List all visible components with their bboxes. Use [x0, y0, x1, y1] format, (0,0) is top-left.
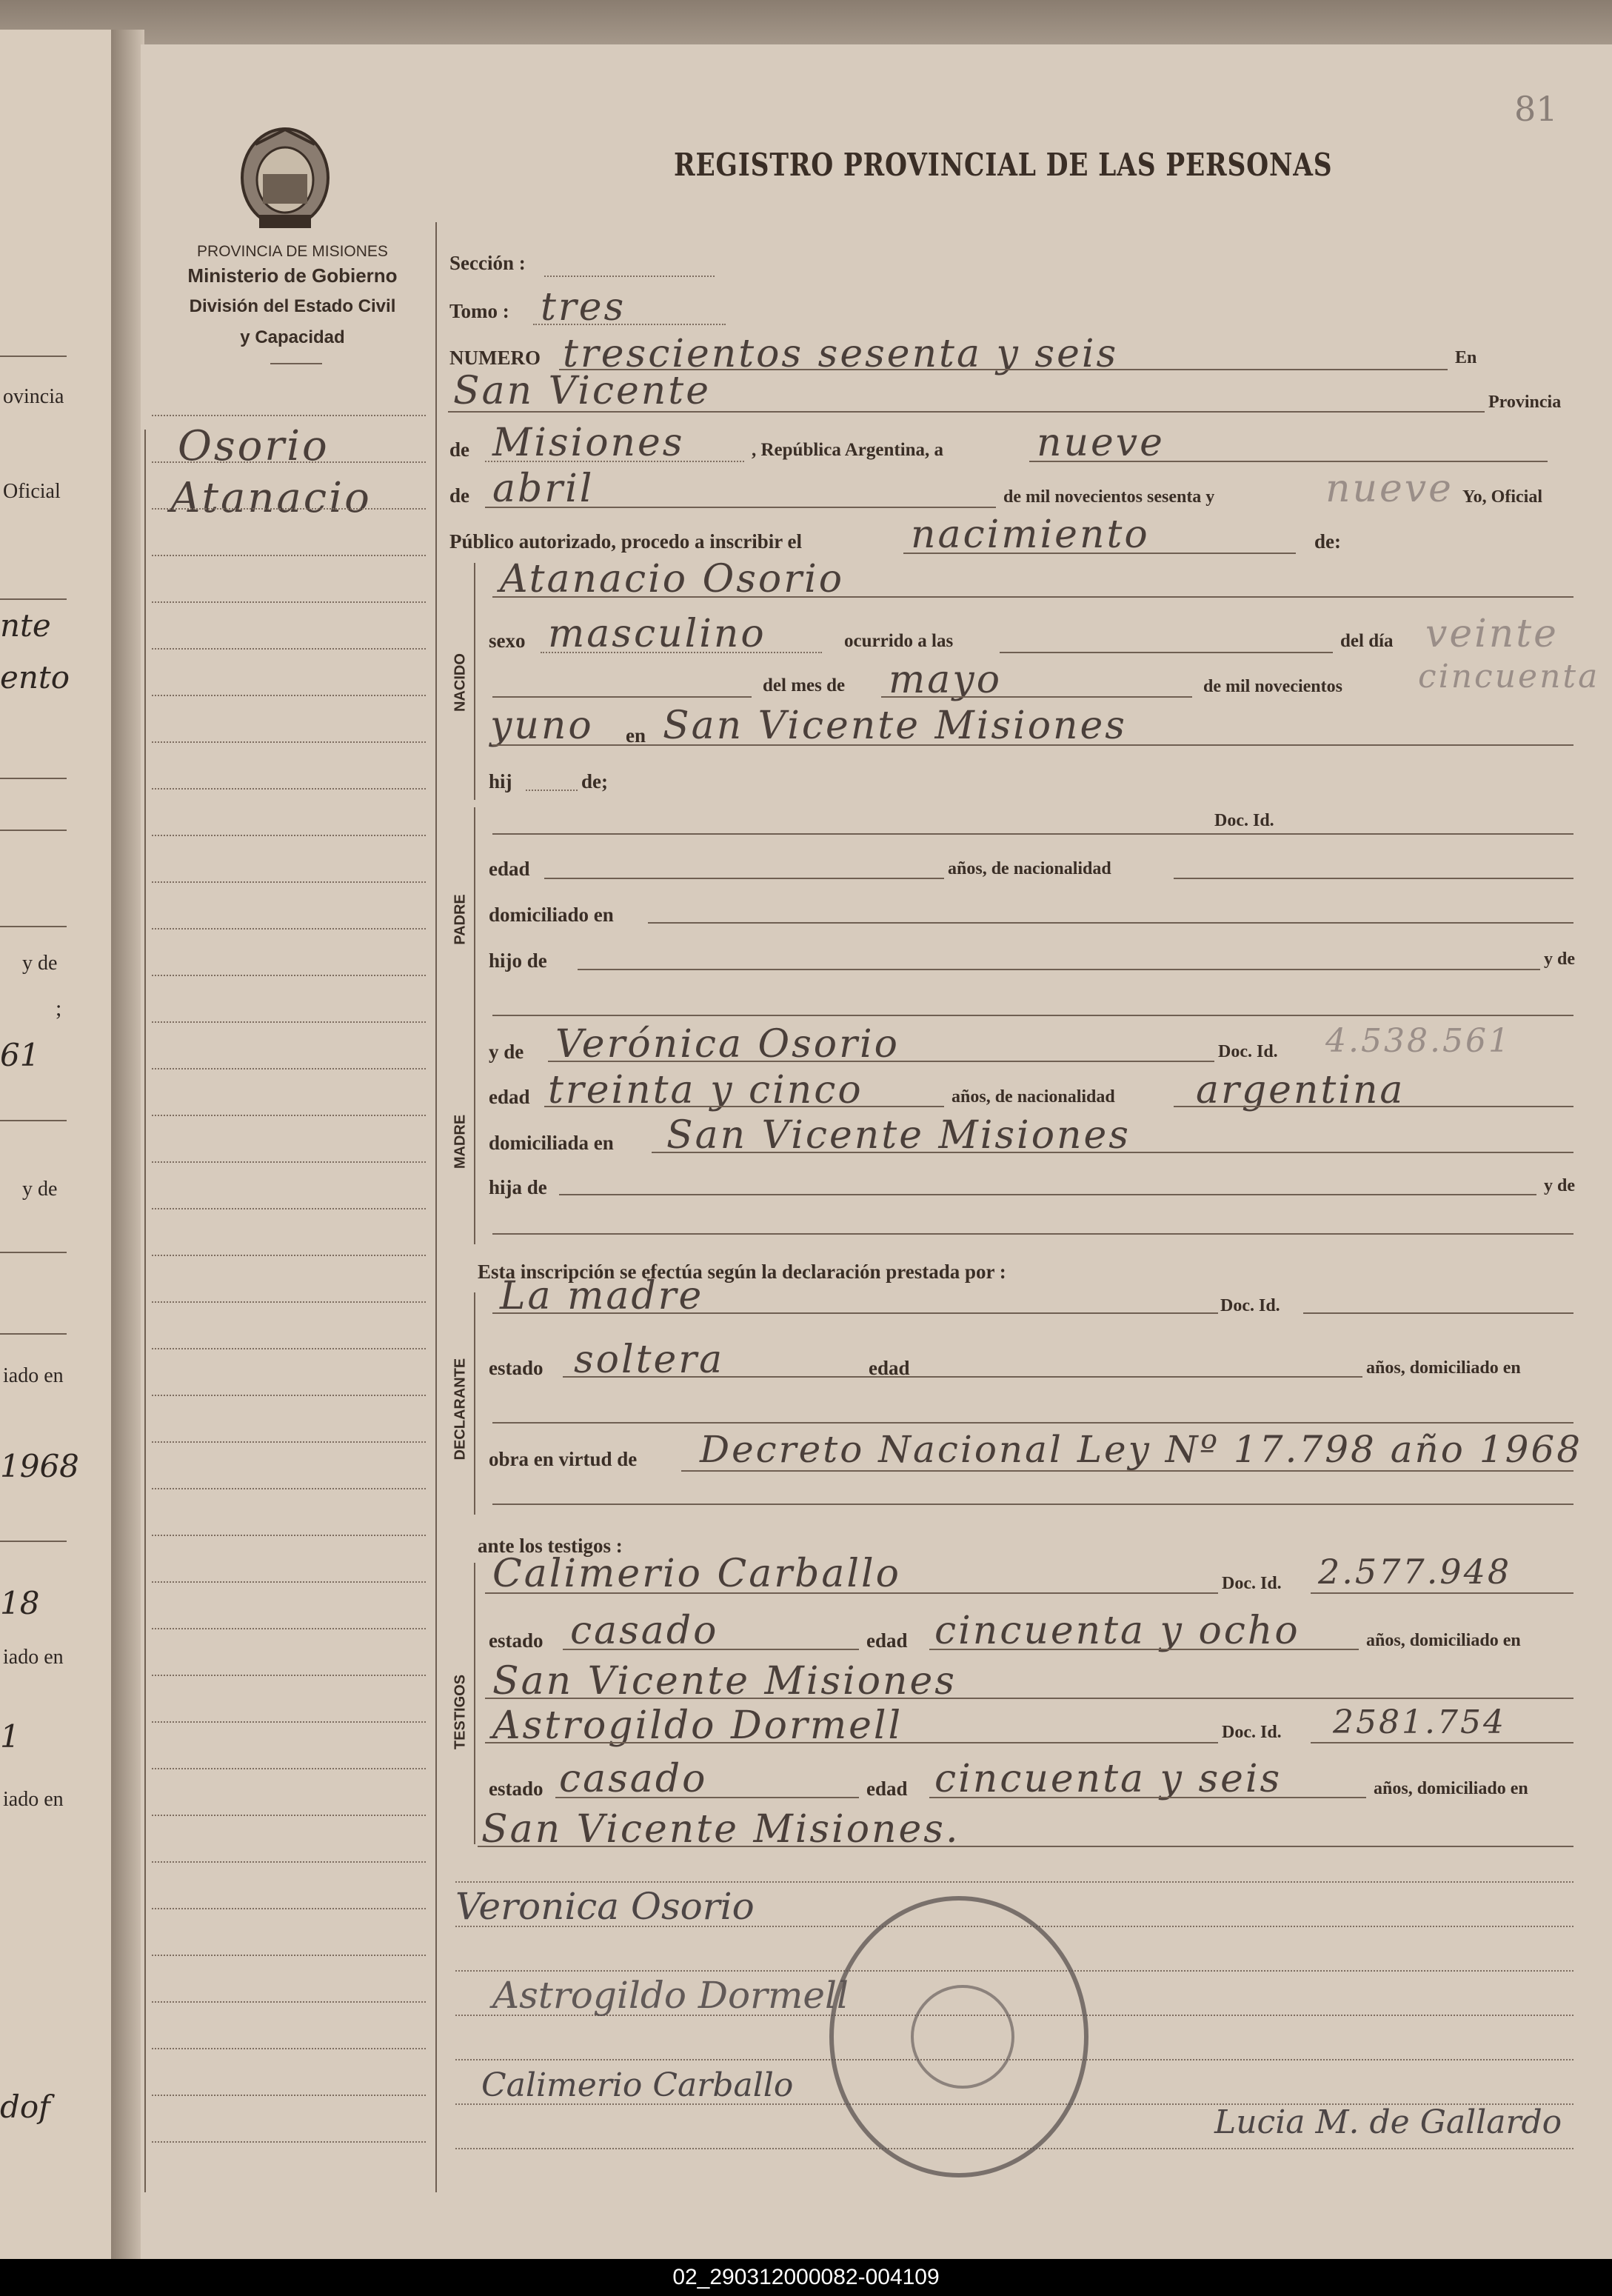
label-de3: de:	[1314, 530, 1341, 553]
field-line	[1000, 652, 1333, 653]
value-numero: trescientos sesenta y seis	[563, 332, 1119, 376]
field-line	[533, 324, 726, 325]
label-esta-inscripcion: Esta inscripción se efectúa según la declaración prestada por :	[478, 1261, 1006, 1283]
stamp-seal-icon	[911, 1985, 1014, 2089]
left-page-rule	[0, 1120, 67, 1121]
value-madre-dom: San Vicente Misiones	[666, 1113, 1131, 1158]
signature-official: Lucia M. de Gallardo	[1214, 2103, 1562, 2141]
value-madre-nac: argentina	[1196, 1068, 1405, 1112]
field-line	[492, 1422, 1573, 1424]
signature-testigo2: Astrogildo Dormell	[492, 1974, 849, 2017]
label-edad-declarante: edad	[869, 1357, 910, 1379]
value-testigo2-doc: 2581.754	[1333, 1703, 1506, 1741]
field-line	[492, 1015, 1573, 1016]
field-line	[485, 1742, 1218, 1743]
book-gutter	[111, 30, 144, 2281]
left-page-rule	[0, 598, 67, 600]
left-page-text: iado en	[3, 1364, 64, 1387]
left-column-line	[152, 1301, 426, 1303]
left-page	[0, 30, 118, 2281]
left-column-line	[152, 975, 426, 976]
left-column-line	[152, 788, 426, 790]
value-tomo: tres	[541, 285, 626, 330]
field-line	[881, 696, 1192, 698]
left-column-line	[152, 741, 426, 743]
label-del-mes: del mes de	[763, 675, 846, 695]
left-page-text: ovincia	[3, 385, 64, 408]
field-line	[548, 1061, 1214, 1062]
label-estado-t2: estado	[489, 1778, 544, 1800]
field-line	[541, 652, 822, 653]
label-edad-t2: edad	[866, 1778, 908, 1800]
label-hija-de: hija de	[489, 1176, 547, 1198]
left-column-line	[152, 1628, 426, 1629]
label-republica: , República Argentina, a	[752, 440, 944, 460]
value-decreto: Decreto Nacional Ley Nº 17.798 año 1968	[700, 1428, 1582, 1471]
left-column-line	[152, 1348, 426, 1349]
left-page-text: iado en	[3, 1646, 64, 1669]
field-line	[903, 553, 1296, 554]
label-y-de: y de	[1544, 950, 1575, 969]
left-column-line	[152, 1815, 426, 1816]
left-column-line	[152, 1021, 426, 1023]
left-page-text: Oficial	[3, 480, 61, 503]
left-column-line	[152, 1535, 426, 1536]
left-page-text: ento	[0, 659, 70, 695]
center-column-rule	[435, 222, 437, 2192]
value-sexo: masculino	[548, 612, 766, 656]
value-testigo2-estado: casado	[559, 1757, 708, 1801]
left-column-line	[152, 1208, 426, 1209]
left-column-line	[152, 835, 426, 836]
field-line	[492, 744, 1573, 746]
block-bracket	[474, 807, 475, 1044]
field-line	[485, 461, 744, 462]
label-publico: Público autorizado, procedo a inscribir el	[449, 530, 802, 553]
value-declarante-estado: soltera	[574, 1338, 725, 1382]
field-line	[648, 922, 1573, 924]
side-label-madre: MADRE	[452, 1114, 469, 1169]
field-line	[929, 1649, 1359, 1650]
left-column-line	[152, 928, 426, 930]
left-column-line	[152, 2048, 426, 2049]
left-column-line	[152, 1768, 426, 1769]
label-numero: NUMERO	[449, 347, 541, 369]
left-page-text: dof	[0, 2089, 50, 2125]
left-column-line	[152, 2001, 426, 2003]
field-line	[478, 1846, 1573, 1847]
value-mes-acta: abril	[492, 467, 595, 511]
left-column-line	[152, 881, 426, 883]
block-bracket	[474, 1563, 475, 1844]
label-seccion: Sección :	[449, 252, 526, 274]
signature-testigo1: Calimerio Carballo	[481, 2066, 794, 2104]
value-testigo1-dom: San Vicente Misiones	[492, 1659, 957, 1703]
left-page-text: 61	[0, 1037, 40, 1073]
left-column-line	[152, 2095, 426, 2096]
left-column-line	[152, 1908, 426, 1909]
left-column-line	[152, 648, 426, 650]
label-de: de	[449, 438, 469, 461]
value-testigo2-edad: cincuenta y seis	[934, 1757, 1282, 1801]
left-page-text: 1968	[0, 1448, 79, 1484]
label-edad: edad	[489, 858, 530, 880]
field-line	[544, 276, 715, 277]
left-page-rule	[0, 1252, 67, 1253]
left-column-line	[152, 1581, 426, 1583]
field-line	[544, 878, 944, 879]
label-doc-id: Doc. Id.	[1220, 1296, 1280, 1315]
left-page-text: y de	[22, 952, 58, 975]
value-madre-doc: 4.538.561	[1325, 1022, 1511, 1060]
side-label-padre: PADRE	[452, 894, 469, 945]
field-line	[492, 1312, 1218, 1314]
left-page-text: 18	[0, 1585, 40, 1621]
label-anos-nac-madre: años, de nacionalidad	[952, 1087, 1115, 1107]
left-page-rule	[0, 356, 67, 357]
left-page-rule	[0, 830, 67, 831]
field-line	[555, 1797, 859, 1798]
value-tipo: nacimiento	[911, 513, 1150, 557]
side-label-nacido: NACIDO	[452, 653, 469, 712]
left-column-rule	[144, 430, 146, 2192]
left-column-line	[152, 2141, 426, 2143]
value-anio-nac-a: cincuenta	[1418, 658, 1600, 695]
label-estado: estado	[489, 1357, 544, 1379]
field-line	[485, 507, 996, 508]
label-y-de-2: y de	[489, 1041, 524, 1063]
label-mil-novecientos: de mil novecientos sesenta y	[1003, 487, 1215, 507]
field-line	[559, 1194, 1536, 1195]
signature-madre: Veronica Osorio	[455, 1885, 755, 1928]
left-page-text: nte	[0, 607, 51, 644]
block-bracket	[474, 1022, 475, 1244]
label-ocurrido: ocurrido a las	[844, 631, 954, 651]
label-anos-dom-t1: años, domiciliado en	[1366, 1631, 1521, 1650]
image-footer	[0, 2259, 1612, 2296]
left-page-text: iado en	[3, 1788, 64, 1811]
left-column-line	[152, 415, 426, 416]
field-line	[544, 1106, 944, 1107]
field-line	[563, 1649, 859, 1650]
field-line	[492, 1504, 1573, 1505]
margin-given-name: Atanacio	[170, 474, 372, 522]
label-provincia: Provincia	[1488, 393, 1562, 412]
field-line	[448, 411, 1485, 413]
left-column-line	[152, 1721, 426, 1723]
field-line	[563, 1376, 1362, 1378]
value-testigo2: Astrogildo Dormell	[492, 1703, 903, 1748]
value-anio-acta: nueve	[1325, 467, 1454, 511]
left-column-line	[152, 461, 426, 463]
field-line	[1311, 1742, 1573, 1743]
margin-surname: Osorio	[178, 422, 330, 470]
value-madre-edad: treinta y cinco	[548, 1068, 863, 1112]
side-label-testigos: TESTIGOS	[452, 1674, 469, 1750]
left-column-line	[152, 1068, 426, 1069]
value-declarante: La madre	[500, 1274, 704, 1318]
label-doc-id: Doc. Id.	[1222, 1574, 1282, 1593]
label-y-de-3: y de	[1544, 1176, 1575, 1195]
field-line	[681, 1470, 1573, 1472]
label-anos-nac: años, de nacionalidad	[948, 859, 1111, 878]
value-testigo1-estado: casado	[570, 1609, 719, 1653]
label-domiciliado-en: domiciliado en	[489, 904, 614, 926]
field-line	[526, 790, 578, 791]
value-madre: Verónica Osorio	[555, 1022, 900, 1067]
left-column-line	[152, 1675, 426, 1676]
left-column-line	[152, 1488, 426, 1489]
left-page-rule	[0, 1541, 67, 1542]
label-hijo-de: hijo de	[489, 950, 547, 972]
field-line	[929, 1797, 1366, 1798]
label-del-dia: del día	[1340, 631, 1394, 651]
left-page-rule	[0, 778, 67, 779]
label-hij: hij	[489, 770, 512, 792]
label-doc-id: Doc. Id.	[1218, 1042, 1278, 1061]
side-label-declarante: DECLARANTE	[452, 1358, 469, 1461]
field-line	[485, 1592, 1218, 1594]
field-line	[492, 696, 752, 698]
document-title: REGISTRO PROVINCIAL DE LAS PERSONAS	[674, 147, 1333, 183]
label-de2: de	[449, 484, 469, 507]
value-nombre: Atanacio Osorio	[500, 557, 845, 601]
label-doc-id: Doc. Id.	[1222, 1723, 1282, 1742]
value-testigo1-doc: 2.577.948	[1318, 1552, 1512, 1592]
left-column-line	[152, 1395, 426, 1396]
label-anos-dom: años, domiciliado en	[1366, 1358, 1521, 1378]
left-column-line	[152, 601, 426, 603]
label-edad-t1: edad	[866, 1629, 908, 1652]
field-line	[492, 1233, 1573, 1235]
left-column-line	[152, 508, 426, 510]
value-mes-nac: mayo	[889, 658, 1002, 702]
value-testigo1-edad: cincuenta y ocho	[934, 1609, 1300, 1653]
signature-line	[455, 1881, 1573, 1883]
left-page-rule	[0, 1333, 67, 1335]
left-column-line	[152, 1441, 426, 1443]
page-number: 81	[1514, 89, 1558, 129]
value-anio-nac-b: yuno	[490, 704, 594, 748]
left-column-line	[152, 1955, 426, 1956]
left-column-line	[152, 555, 426, 556]
header-division: División del Estado Civil	[189, 296, 396, 316]
left-page-text: 1	[0, 1718, 20, 1755]
value-provincia: Misiones	[492, 421, 685, 465]
header-capacity: y Capacidad	[240, 327, 345, 347]
label-en2: en	[626, 724, 646, 747]
field-line	[1174, 1106, 1573, 1107]
left-column-line	[152, 1255, 426, 1256]
block-bracket	[474, 1292, 475, 1515]
header-rule	[270, 363, 322, 364]
label-domiciliada-en: domiciliada en	[489, 1132, 614, 1154]
label-doc-id: Doc. Id.	[1214, 811, 1274, 830]
label-anos-dom-t2: años, domiciliado en	[1374, 1779, 1528, 1798]
left-page-rule	[0, 926, 67, 927]
label-yo-oficial: Yo, Oficial	[1462, 487, 1542, 507]
field-line	[1174, 878, 1573, 879]
value-testigo1: Calimerio Carballo	[492, 1552, 901, 1596]
field-line	[1303, 1312, 1573, 1314]
value-lugar-nac: San Vicente Misiones	[663, 704, 1127, 748]
field-line	[1311, 1592, 1573, 1594]
label-mil-novecientos-2: de mil novecientos	[1203, 677, 1342, 696]
label-tomo: Tomo :	[449, 300, 509, 322]
field-line	[652, 1152, 1573, 1153]
left-column-line	[152, 1861, 426, 1863]
field-line	[1029, 461, 1548, 462]
label-edad-madre: edad	[489, 1086, 530, 1108]
footer-id: 02_290312000082-004109	[672, 2265, 940, 2289]
value-testigo2-dom: San Vicente Misiones.	[481, 1807, 960, 1852]
left-column-line	[152, 1115, 426, 1116]
label-en: En	[1455, 348, 1477, 367]
left-page-text: y de	[22, 1178, 58, 1201]
header-province: PROVINCIA DE MISIONES	[197, 243, 388, 260]
left-column-line	[152, 1161, 426, 1163]
label-sexo: sexo	[489, 630, 526, 652]
header-ministry: Ministerio de Gobierno	[187, 264, 398, 287]
left-page-text: ;	[56, 996, 62, 1021]
value-dia-acta: nueve	[1037, 421, 1165, 465]
value-dia-nac: veinte	[1425, 612, 1559, 656]
value-lugar: San Vicente	[453, 369, 711, 413]
field-line	[485, 1698, 1573, 1699]
field-line	[492, 596, 1573, 598]
province-crest-icon	[233, 122, 337, 233]
field-line	[578, 969, 1540, 970]
field-line	[492, 833, 1573, 835]
label-ante-testigos: ante los testigos :	[478, 1535, 623, 1557]
label-obra: obra en virtud de	[489, 1448, 638, 1470]
block-bracket	[474, 563, 475, 800]
left-column-line	[152, 695, 426, 696]
label-de4: de;	[581, 770, 608, 792]
label-estado-t1: estado	[489, 1629, 544, 1652]
